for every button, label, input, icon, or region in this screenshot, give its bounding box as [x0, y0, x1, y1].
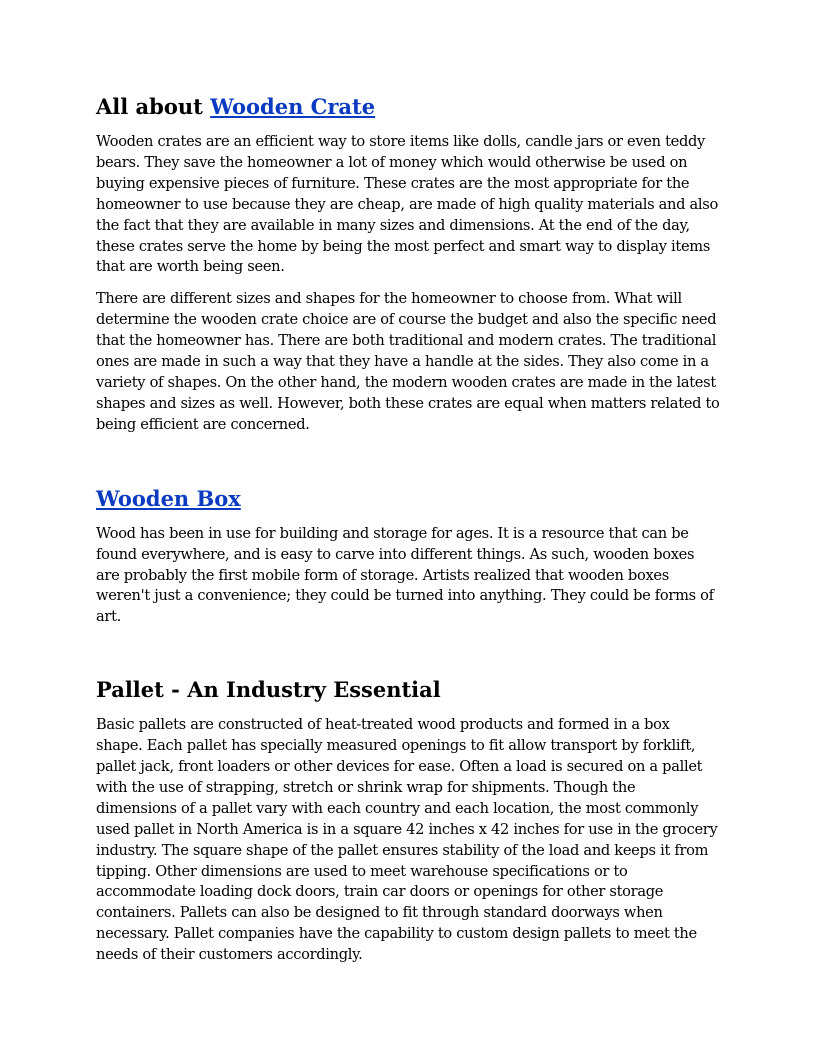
heading-pallet: Pallet - An Industry Essential — [96, 677, 441, 703]
pallet-paragraph: Basic pallets are constructed of heat-treated wood products and formed in a box shape. Each pallet has specially measured openings to fit allow transport by forklift, pallet jack, front loaders or other devices for ease. Often a load is secured on a pallet with the use of strapping, stretch or shrink wrap for shipments. Though the dimensions of a pallet vary with each country and each location, the most commonly used pallet in North America is in a square 42 inches x 42 inches for use in the grocery industry. The square shape of the pallet ensures stability of the load and keeps it from tipping. Other dimensions are used to meet warehouse specifications or to accommodate loading dock doors, train car doors or openings for other storage containers. Pallets can also be designed to fit through standard doorways when necessary. Pallet companies have the capability to custom design pallets to meet the needs of their customers accordingly. — [96, 716, 718, 964]
wooden-box-link[interactable]: Wooden Box — [96, 485, 241, 511]
box-paragraph: Wood has been in use for building and storage for ages. It is a resource that can be found everywhere, and is easy to carve into different things. As such, wooden boxes are probably the first mobile form of storage. Artists realized that wooden boxes weren't just a convenience; they could be turned into anything. They could be forms of art. — [96, 524, 714, 626]
wooden-crate-link[interactable]: Wooden Crate — [210, 94, 376, 119]
heading-wooden-box — [96, 485, 720, 513]
heading-wooden-crate — [96, 93, 720, 121]
heading-prefix: All about — [96, 94, 211, 119]
crate-paragraph-2: There are different sizes and shapes for the homeowner to choose from. What will determine the wooden crate choice are of course the budget and also the specific need that the homeowner has. There are both traditional and modern crates. The traditional ones are made in such a way that they have a handle at the sides. They also come in a variety of shapes. On the other hand, the modern wooden crates are made in the latest shapes and sizes as well. However, both these crates are equal when matters related to being efficient are concerned. — [96, 290, 720, 433]
crate-paragraph-1: Wooden crates are an efficient way to store items like dolls, candle jars or even teddy bears. They save the homeowner a lot of money which would otherwise be used on buying expensive pieces of furniture. These crates are the most appropriate for the homeowner to use because they are cheap, are made of high quality materials and also the fact that they are available in many sizes and dimensions. At the end of the day, these crates serve the home by being the most perfect and smart way to display items that are worth being seen. — [96, 133, 718, 276]
